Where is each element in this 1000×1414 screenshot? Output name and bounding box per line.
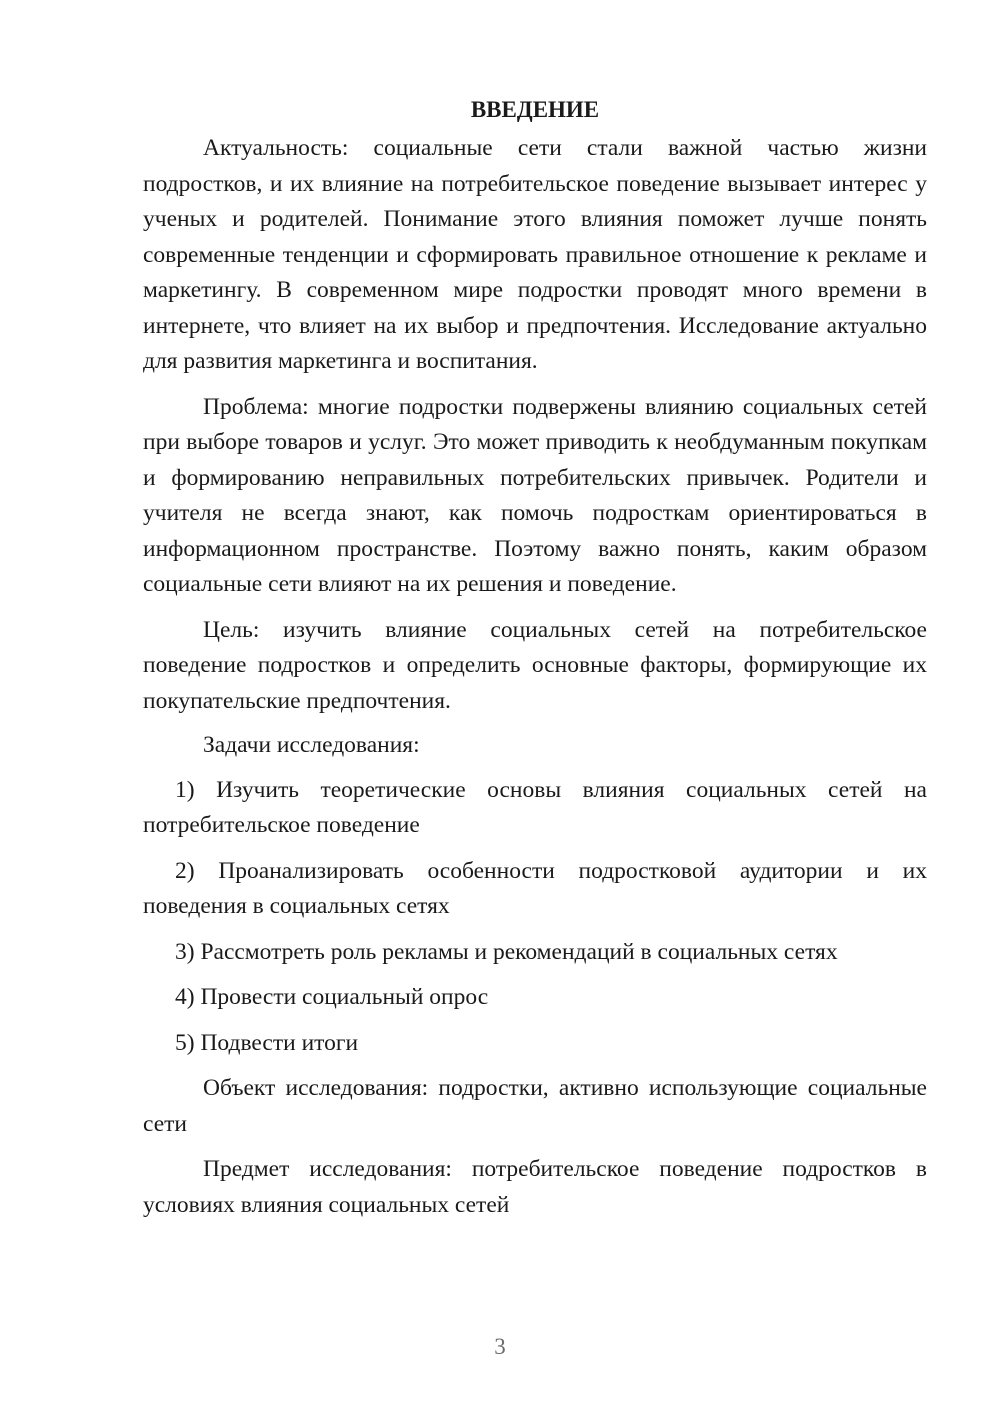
task-item: 3) Рассмотреть роль рекламы и рекомендаций в социальных сетях <box>175 938 838 965</box>
page-content <box>143 92 927 1233</box>
tasks-list <box>143 773 927 1062</box>
goal-paragraph: Цель: изучить влияние социальных сетей на потребительское поведение подростков и определить основные факторы, формирующие их покупательские предпочтения. <box>143 616 927 714</box>
task-item: 5) Подвести итоги <box>175 1029 359 1056</box>
page-title: ВВЕДЕНИЕ <box>470 97 600 122</box>
problem-paragraph: Проблема: многие подростки подвержены влиянию социальных сетей при выборе товаров и услуг. Это может приводить к необдуманным покупкам и формированию неправильных потребительских привычек. Родители и учителя не всегда знают, как помочь подросткам ориентироваться в информационном пространстве. Поэтому важно понять, каким образом социальные сети влияют на их решения и поведение. <box>143 393 927 597</box>
subject-paragraph: Предмет исследования: потребительское поведение подростков в условиях влияния социальных сетей <box>143 1156 927 1218</box>
task-item: 2) Проанализировать особенности подростковой аудитории и их поведения в социальных сетях <box>143 857 927 919</box>
tasks-heading: Задачи исследования: <box>203 732 420 758</box>
task-item: 4) Провести социальный опрос <box>175 984 489 1010</box>
object-paragraph: Объект исследования: подростки, активно использующие социальные сети <box>143 1075 927 1137</box>
task-item: 1) Изучить теоретические основы влияния социальных сетей на потребительское поведение <box>143 776 927 838</box>
page-number: 3 <box>494 1334 506 1359</box>
relevance-paragraph: Актуальность: социальные сети стали важной частью жизни подростков, и их влияние на потребительское поведение вызывает интерес у ученых и родителей. Понимание этого влияния поможет лучше понять современные тенденции и сформировать правильное отношение к рекламе и маркетингу. В современном мире подростки проводят много времени в интернете, что влияет на их выбор и предпочтения. Исследование актуально для развития маркетинга и воспитания. <box>143 135 927 374</box>
